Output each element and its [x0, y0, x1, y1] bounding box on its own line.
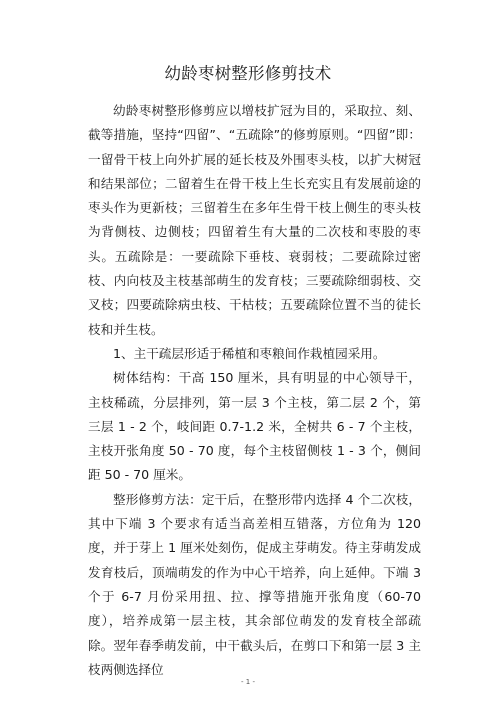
- paragraph-section-heading: 1、主干疏层形适于稀植和枣粮间作栽植园采用。: [113, 345, 386, 361]
- paragraph-pruning-method: 整形修剪方法：定干后，在整形带内选择 4 个二次枝，其中下端 3 个要求有适当高差相互错落，方位角为 120 度，并于芽上 1 厘米处刻伤，促成主芽萌发。待主芽萌发成发育枝后，顶端萌发的作为中心干培养，向上延伸。下端 3 个于 6-7 月份采用扭、拉、撑等措施开张角度（60-70 度），培养成第一层主枝，其余部位萌发的发育枝全部疏除。翌年春季萌发前，中干截头后，在剪口下和第一层 3 主枝两侧选择位: [88, 491, 421, 677]
- paragraph-pruning-principles: 幼龄枣树整形修剪应以增枝扩冠为目的，采取拉、刻、截等措施，坚持“四留”、“五疏除”的修剪原则。“四留”即：一留骨干枝上向外扩展的延长枝及外围枣头枝，以扩大树冠和结果部位；二留着生在骨干枝上生长充实且有发展前途的枣头作为更新枝；三留着生在多年生骨干枝上侧生的枣头枝为背侧枝、边侧枝；四留着生有大量的二次枝和枣股的枣头。五疏除是：一要疏除下垂枝、衰弱枝；二要疏除过密枝、内向枝及主枝基部萌生的发育枝；三要疏除细弱枝、交叉枝；四要疏除病虫枝、干枯枝；五要疏除位置不当的徒长枝和并生枝。: [88, 103, 421, 337]
- document-body: [88, 99, 421, 682]
- document-title: 幼龄枣树整形修剪技术: [164, 64, 332, 83]
- paragraph-tree-structure: 树体结构：干高 150 厘米，具有明显的中心领导干，主枝稀疏，分层排列，第一层 3 个主枝，第二层 2 个，第三层 1 - 2 个，岐间距 0.7-1.2 米，全树共 6 - 7 个主枝，主枝开张角度 50 - 70 度，每个主枝留侧枝 1 - 3 个，侧间距 50 - 70 厘米。: [88, 370, 421, 483]
- page-number: - 1 -: [241, 678, 255, 686]
